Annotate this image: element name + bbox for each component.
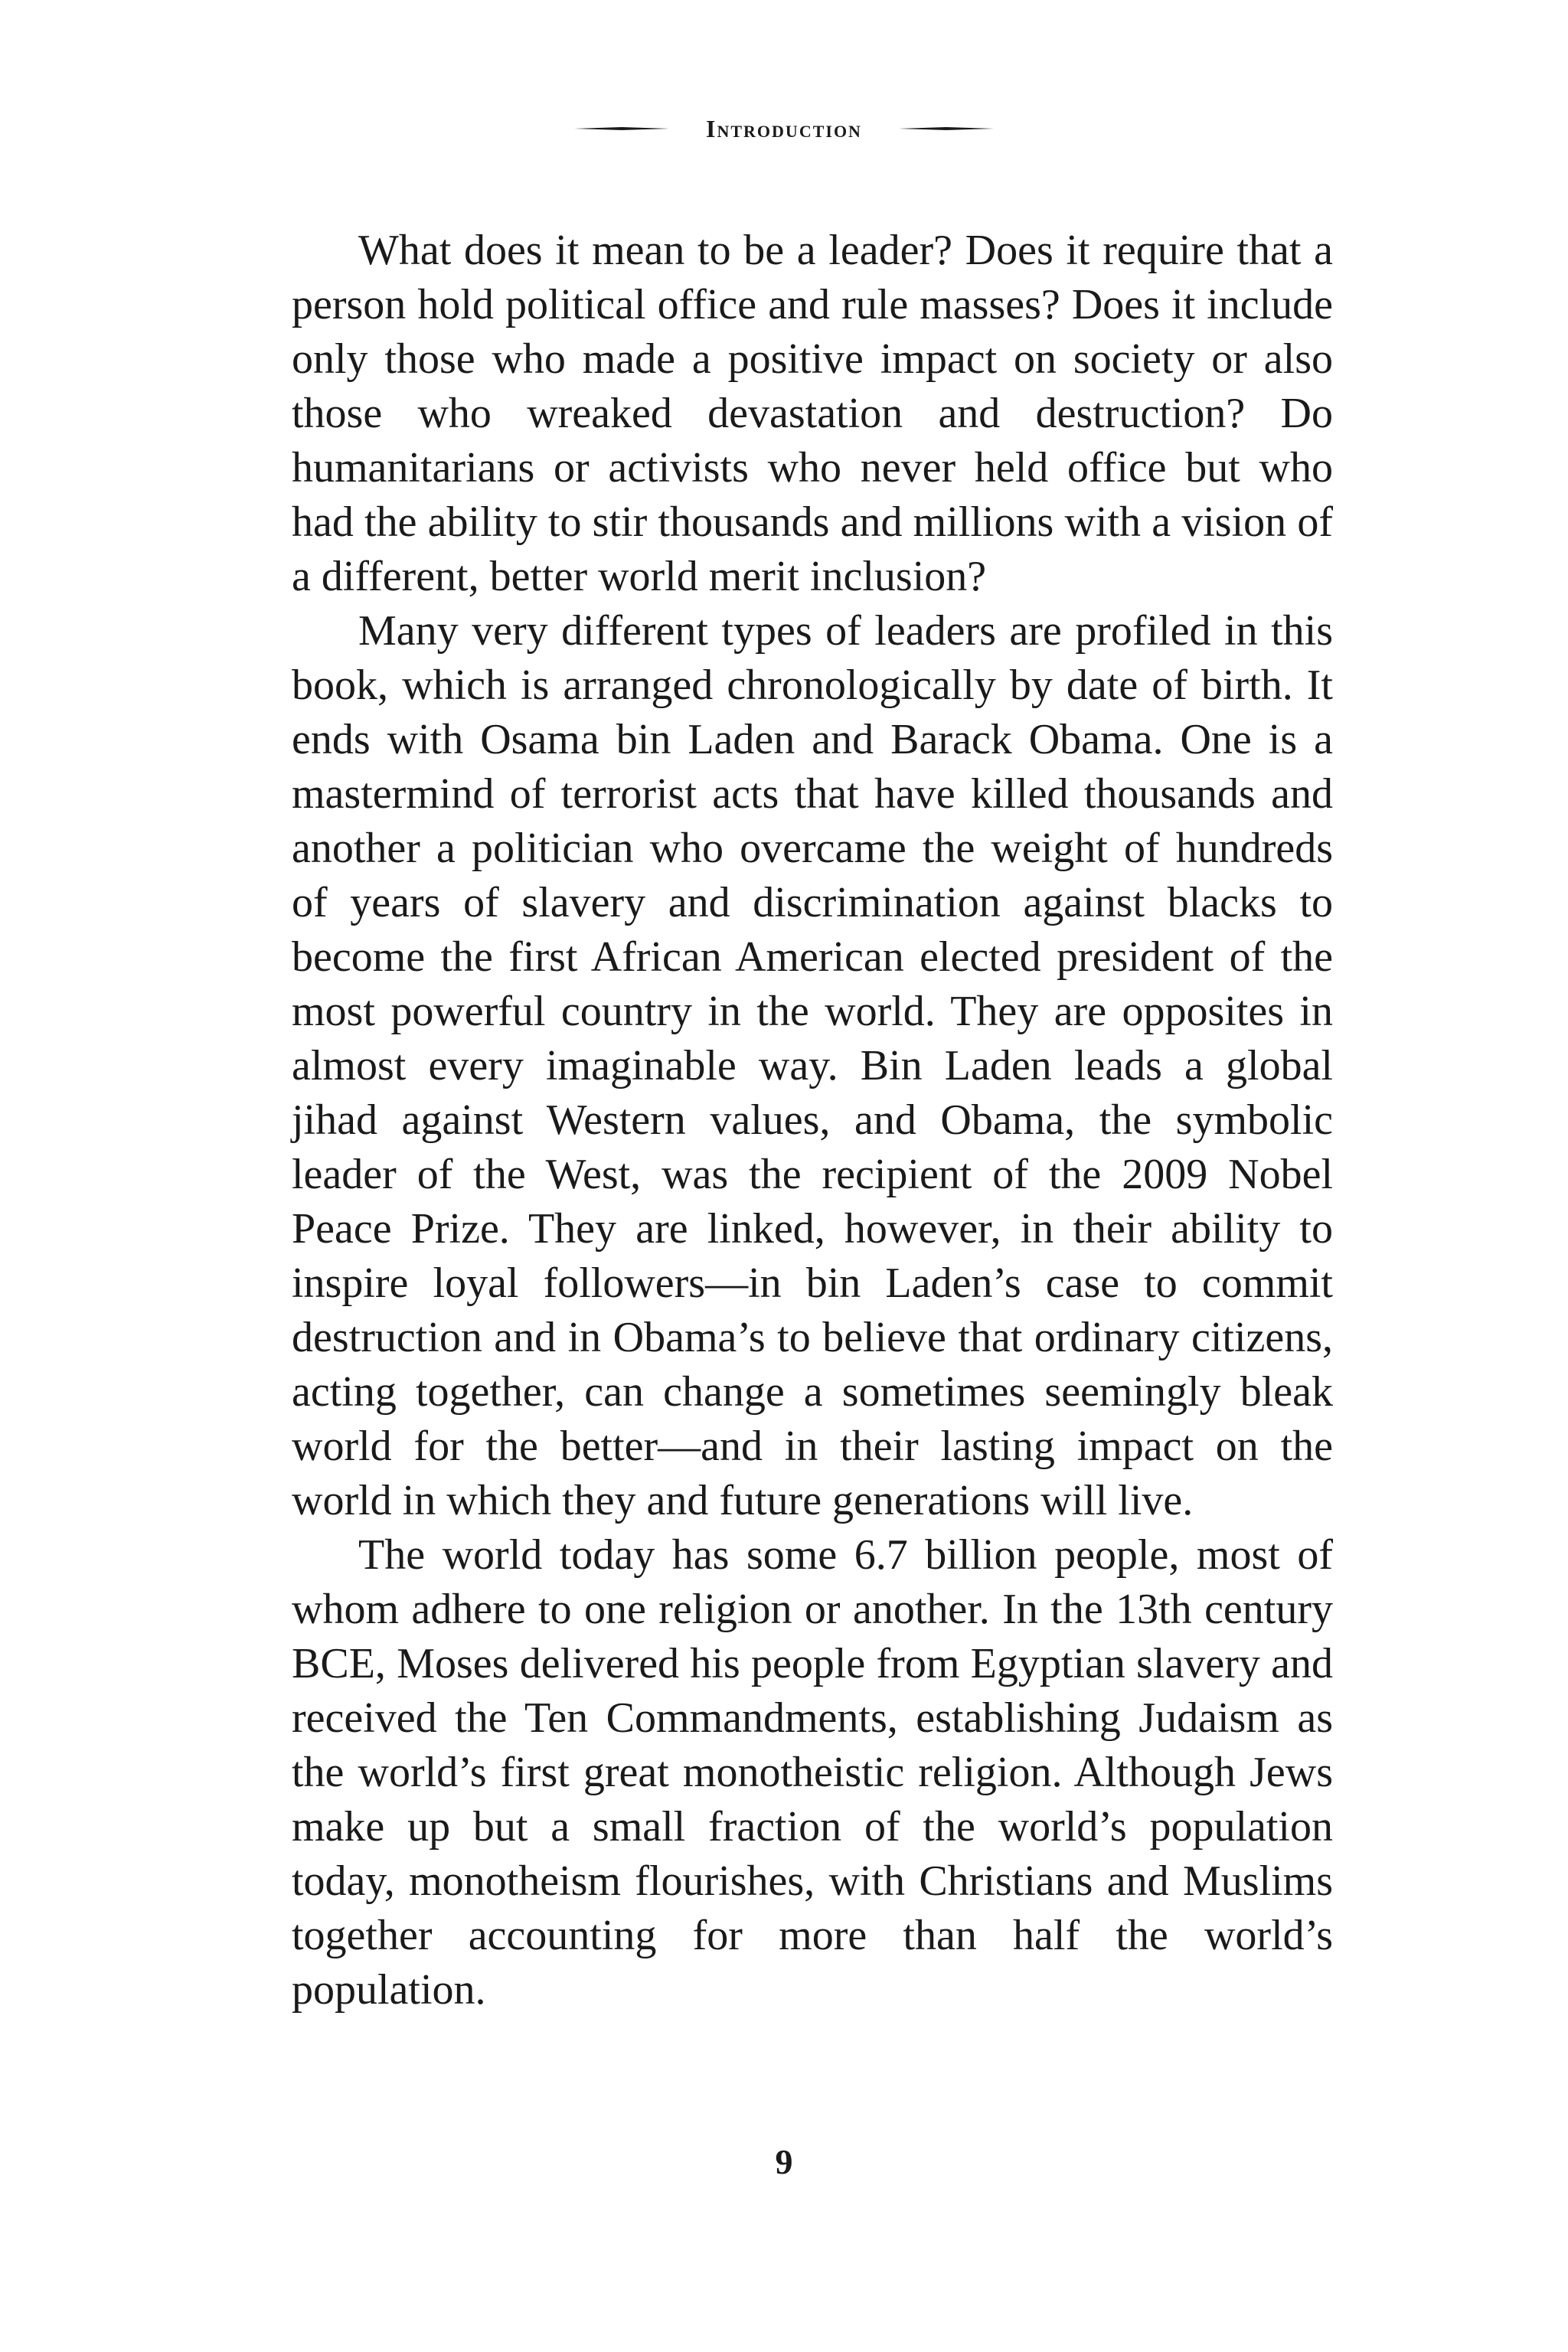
paragraph-3: The world today has some 6.7 billion people, most of whom adhere to one religion or another. In the 13th century BCE, Moses delivered his people from Egyptian slavery and received the Ten Commandments, establishing Judaism as the world’s first great monotheistic religion. Although Jews make up but a small fraction of the world’s population today, monotheism flourishes, with Christians and Muslims together accounting for more than half the world’s population. xyxy=(292,1531,1333,2014)
paragraph-1: What does it mean to be a leader? Does it require that a person hold political office and rule masses? Does it include only those who made a positive impact on society or also those who wreaked devastation and destruction? Do humanitarians or activists who never held office but who had the ability to stir thousands and millions with a vision of a different, better world merit inclusion? xyxy=(292,227,1333,600)
body-text xyxy=(292,224,1333,2017)
running-title: Introduction xyxy=(706,115,862,142)
running-head xyxy=(0,113,1568,144)
page-number: 9 xyxy=(775,2142,793,2181)
left-rule-ornament-icon xyxy=(574,127,669,130)
paragraph-2: Many very different types of leaders are profiled in this book, which is arranged chronologically by date of birth. It ends with Osama bin Laden and Barack Obama. One is a mastermind of terrorist acts that have killed thousands and another a politician who overcame the weight of hundreds of years of slavery and discrimination against blacks to become the first African American elected president of the most powerful country in the world. They are opposites in almost every imaginable way. Bin Laden leads a global jihad against Western values, and Obama, the symbolic leader of the West, was the recipient of the 2009 Nobel Peace Prize. They are linked, however, in their ability to inspire loyal followers—in bin Laden’s case to commit destruction and in Obama’s to believe that ordinary citizens, acting together, can change a sometimes seemingly bleak world for the better—and in their lasting impact on the world in which they and future generations will live. xyxy=(292,607,1333,1524)
right-rule-ornament-icon xyxy=(899,127,994,130)
